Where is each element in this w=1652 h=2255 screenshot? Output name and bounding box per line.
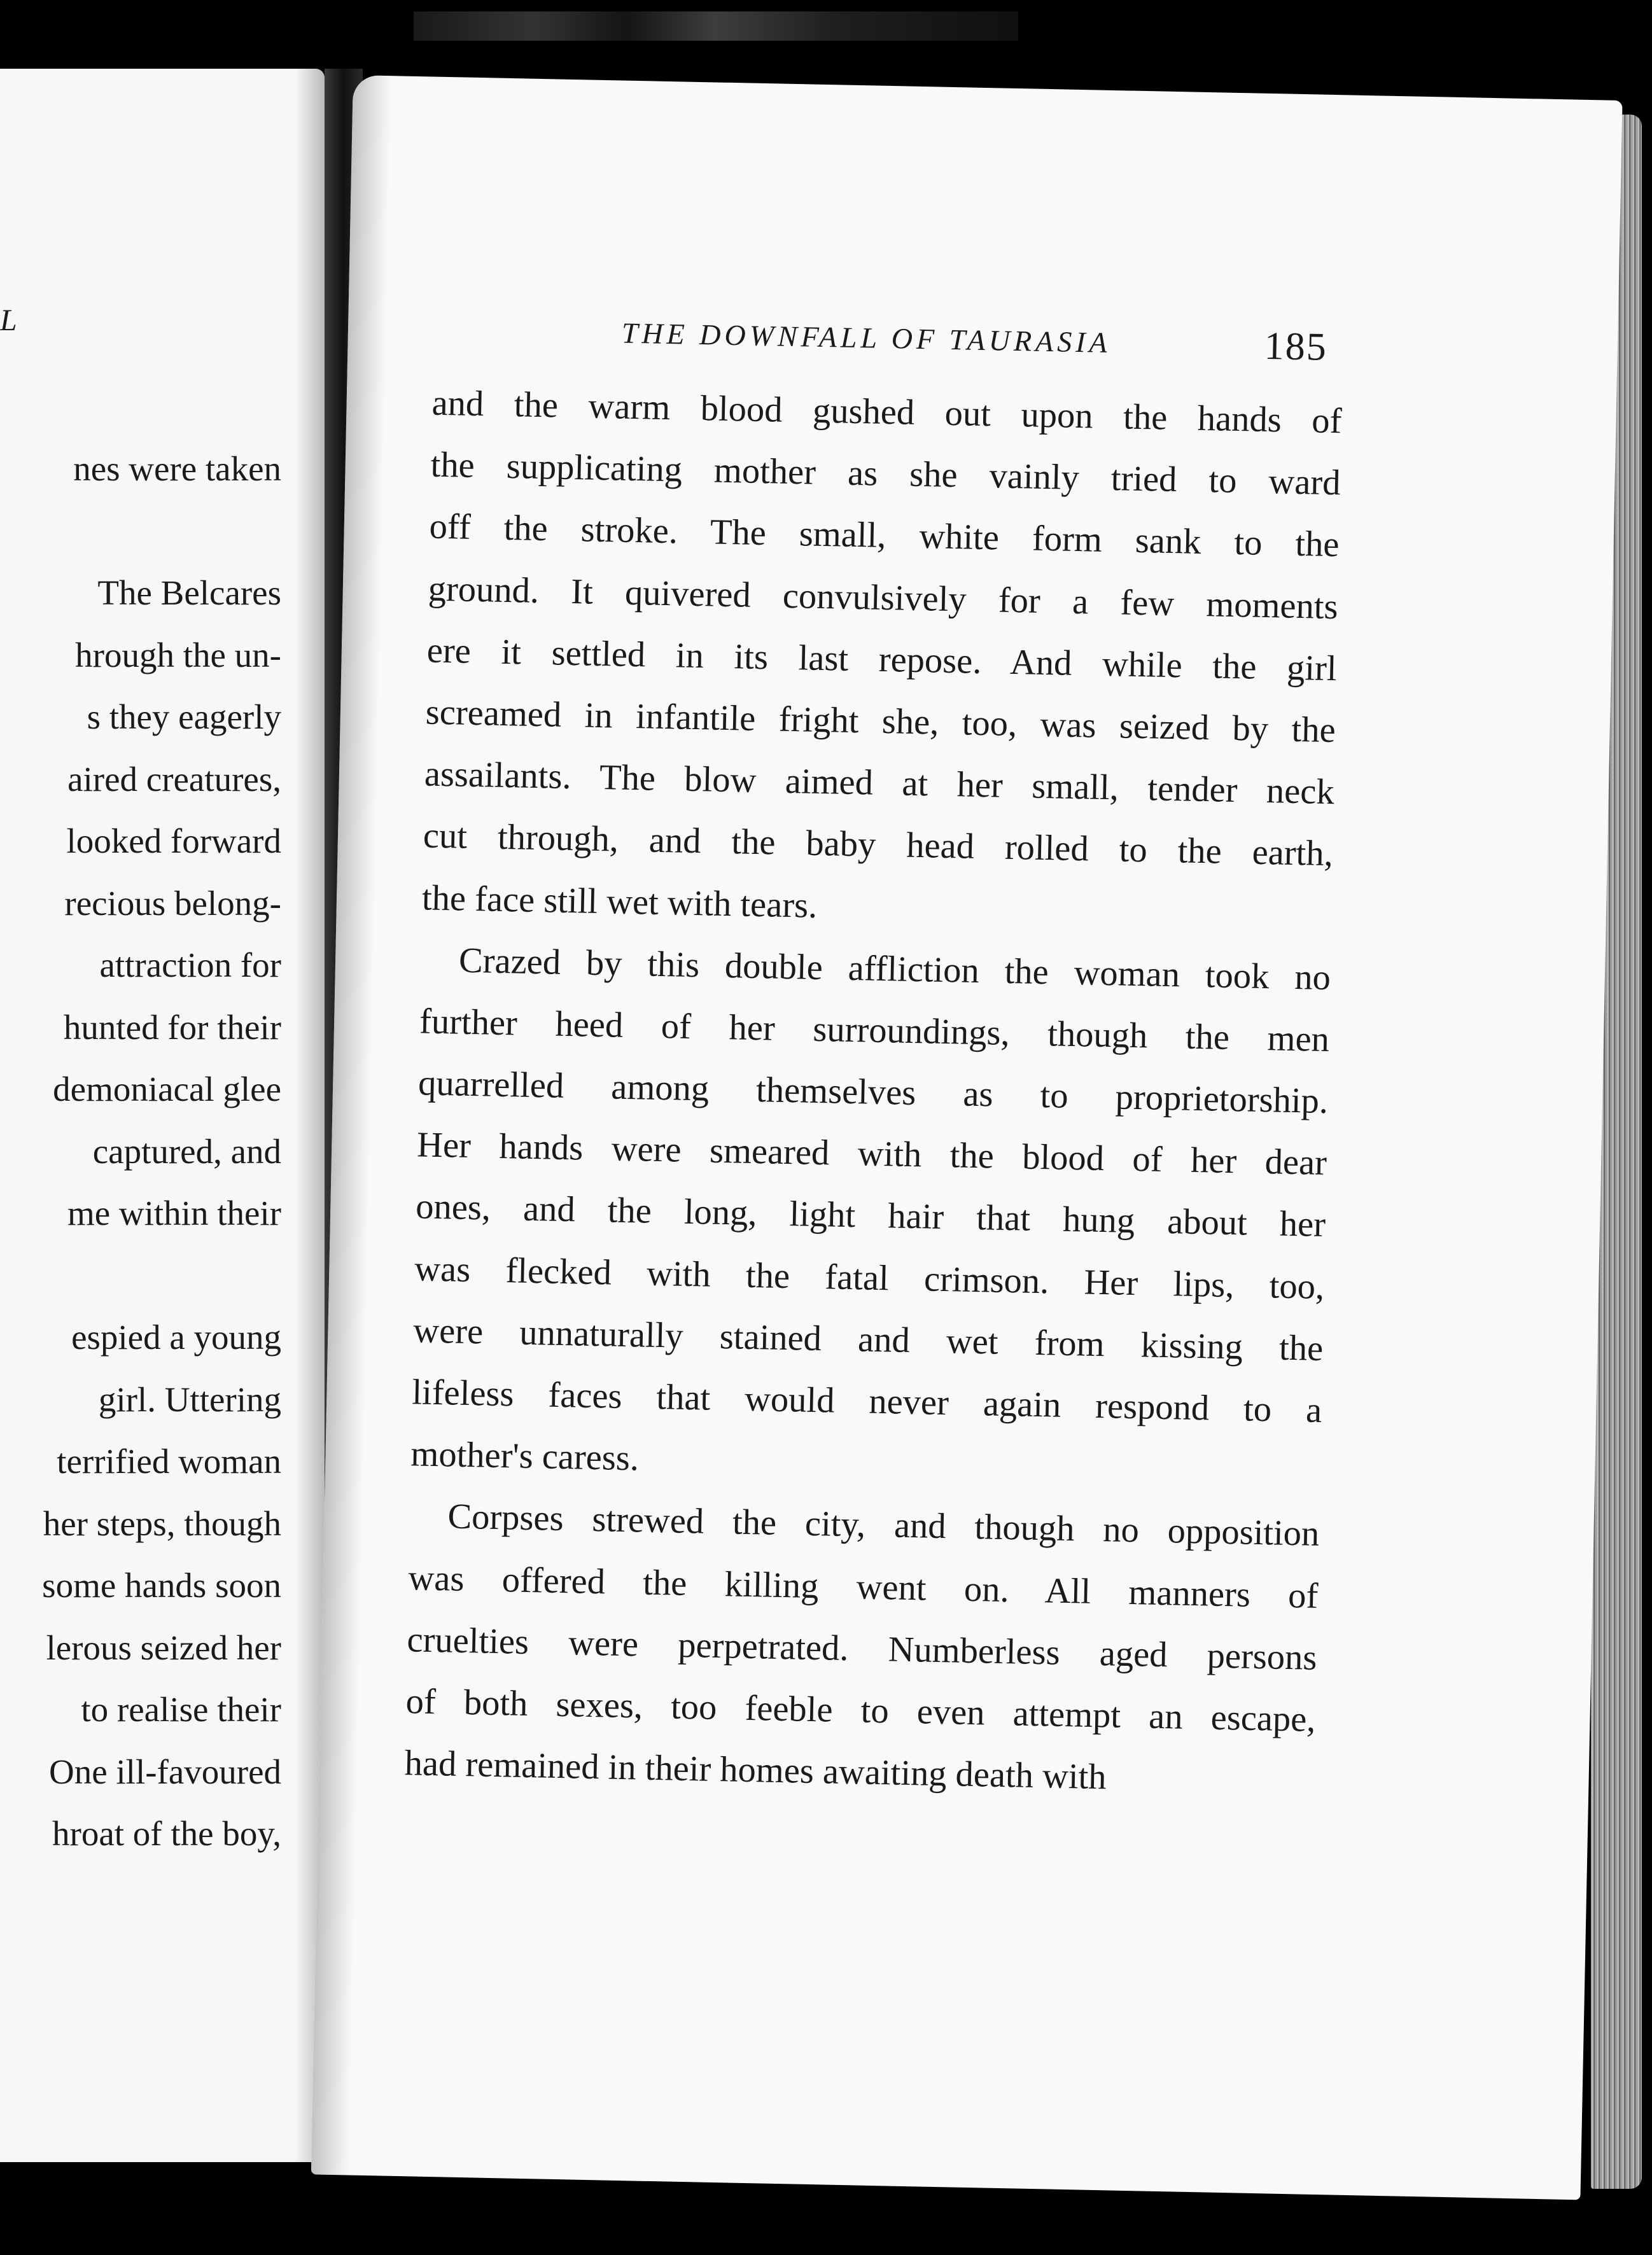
text-line: mother's caress. <box>410 1434 640 1479</box>
text-line: assailants. The blow aimed at her small, tender neck <box>424 754 1335 813</box>
left-text-line: espied a young <box>71 1318 281 1357</box>
paragraph <box>404 1486 1320 1813</box>
left-text-line: her steps, though <box>43 1504 281 1543</box>
left-text-line: hroat of the boy, <box>52 1814 281 1853</box>
text-line: of both sexes, too feeble to even attempt an escape, <box>405 1682 1317 1740</box>
text-line: had remained in their homes awaiting death with <box>404 1743 1107 1798</box>
left-text-line: s they eagerly <box>87 697 281 736</box>
text-line: ones, and the long, light hair that hung about her <box>415 1187 1326 1245</box>
text-line: cut through, and the baby head rolled to the earth, <box>423 816 1334 874</box>
left-text-line: captured, and <box>92 1131 281 1171</box>
page-number: 185 <box>1264 324 1328 369</box>
text-line: lifeless faces that would never again respond to a <box>411 1372 1322 1430</box>
left-page <box>0 69 325 2162</box>
left-page-text <box>0 438 281 1865</box>
left-text-line: to realise their <box>81 1690 281 1729</box>
left-text-line: me within their <box>67 1194 281 1232</box>
right-page <box>311 75 1623 2200</box>
text-line: Corpses strewed the city, and though no opposition <box>447 1497 1320 1554</box>
left-text-line: nes were taken <box>73 449 281 488</box>
left-text-line: lerous seized her <box>46 1628 281 1667</box>
text-line: Crazed by this double affliction the woman took no <box>458 940 1331 998</box>
text-line: ere it settled in its last repose. And while the girl <box>426 631 1338 688</box>
left-text-line <box>0 500 281 562</box>
text-line: and the warm blood gushed out upon the hands of <box>431 383 1343 442</box>
text-line: were unnaturally stained and wet from kissing the <box>412 1311 1324 1369</box>
left-text-line: terrified woman <box>57 1442 281 1481</box>
text-line: was flecked with the fatal crimson. Her lips, too, <box>414 1248 1325 1307</box>
running-head: THE DOWNFALL OF TAURASIA <box>621 316 1112 359</box>
text-line: further heed of her surroundings, though the men <box>419 1002 1330 1059</box>
text-line: screamed in infantile fright she, too, was seized by the <box>425 692 1336 751</box>
left-text-line: some hands soon <box>42 1566 281 1605</box>
text-line: ground. It quivered convulsively for a few moments <box>428 569 1339 627</box>
text-line: the face still wet with tears. <box>421 877 818 926</box>
text-line: Her hands were smeared with the blood of her dear <box>416 1125 1327 1183</box>
left-text-line <box>0 1245 281 1307</box>
left-text-line: aired creatures, <box>67 759 281 799</box>
paragraph <box>421 373 1342 947</box>
left-text-line: demoniacal glee <box>53 1070 281 1108</box>
text-line: the supplicating mother as she vainly tried to ward <box>430 445 1341 503</box>
text-line: off the stroke. The small, white form sank to the <box>429 506 1340 565</box>
text-line: quarrelled among themselves as to proprietorship. <box>417 1063 1329 1122</box>
paragraph <box>410 929 1331 1504</box>
binding-strip <box>414 11 1018 41</box>
left-text-line: attraction for <box>99 946 281 984</box>
left-text-line: girl. Uttering <box>98 1379 281 1419</box>
left-text-line: One ill-favoured <box>49 1752 281 1791</box>
left-text-line: hrough the un- <box>75 635 281 674</box>
left-text-line: hunted for their <box>63 1007 281 1047</box>
body-text <box>404 373 1343 1813</box>
left-text-line: looked forward <box>66 821 281 860</box>
text-line: was offered the killing went on. All manners of <box>407 1558 1319 1616</box>
left-text-line: recious belong- <box>64 883 281 923</box>
left-text-line: The Belcares <box>97 573 281 612</box>
text-line: cruelties were perpetrated. Numberless aged persons <box>407 1619 1318 1678</box>
left-running-head-fragment: L <box>0 304 20 337</box>
